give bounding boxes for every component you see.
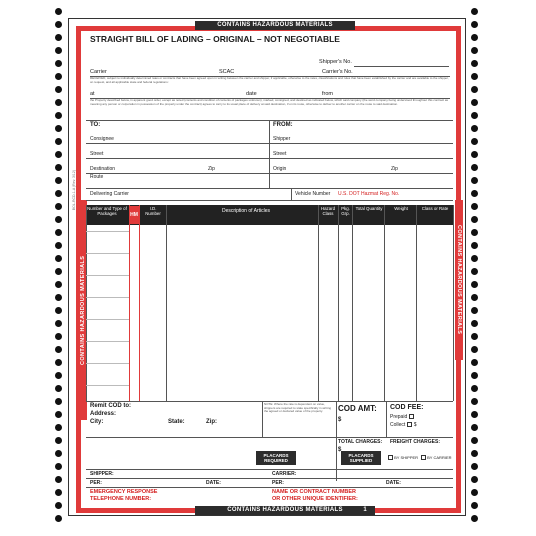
usdot-label: U.S. DOT Hazmat Reg. No.: [338, 191, 400, 197]
feed-hole: [55, 60, 62, 67]
total-charges-label: TOTAL CHARGES:: [338, 439, 383, 445]
feed-hole: [471, 372, 478, 379]
freight-charges-label: FREIGHT CHARGES:: [390, 439, 440, 445]
feed-hole: [55, 281, 62, 288]
col-total-qty: Total Quantity: [355, 206, 383, 211]
feed-hole: [471, 463, 478, 470]
street-label: Street: [90, 151, 104, 157]
carrier-label: Carrier: [90, 69, 107, 75]
feed-hole: [55, 268, 62, 275]
feed-hole: [55, 86, 62, 93]
feed-hole: [55, 372, 62, 379]
table-column-line: [86, 205, 87, 401]
table-row-line: [86, 275, 129, 276]
feed-hole: [471, 281, 478, 288]
collect-checkbox[interactable]: [407, 422, 412, 427]
feed-hole: [471, 99, 478, 106]
feed-hole: [471, 476, 478, 483]
collect-label: Collect: [390, 422, 406, 428]
table-column-line: [352, 205, 353, 401]
feed-hole: [471, 346, 478, 353]
feed-hole: [55, 164, 62, 171]
feed-hole: [471, 411, 478, 418]
table-column-line: [453, 205, 454, 401]
feed-hole: [55, 151, 62, 158]
feed-hole: [55, 229, 62, 236]
collect-option[interactable]: [390, 422, 416, 428]
feed-hole: [471, 424, 478, 431]
feed-hole: [55, 73, 62, 80]
form-title: STRAIGHT BILL OF LADING – ORIGINAL – NOT NEGOTIABLE: [90, 34, 340, 44]
feed-hole: [471, 216, 478, 223]
total-charges-dollar: $: [338, 447, 342, 453]
delivering-carrier-label: Delivering Carrier: [90, 191, 129, 197]
feed-hole: [55, 437, 62, 444]
feed-hole: [55, 190, 62, 197]
placards-supplied-box: PLACARDS SUPPLIED: [341, 451, 381, 465]
banner-bottom: [195, 506, 375, 515]
table-column-line: [338, 205, 339, 401]
by-carrier-label: BY CARRIER: [427, 455, 452, 460]
tractor-strip-left: [52, 8, 66, 528]
table-column-line: [129, 205, 130, 401]
prepaid-label: Prepaid: [390, 414, 408, 420]
address-label: Address:: [90, 411, 117, 417]
origin-label: Origin: [273, 166, 287, 172]
shipper-date-label: DATE:: [206, 480, 221, 486]
feed-hole: [471, 437, 478, 444]
table-column-line: [166, 205, 167, 401]
feed-hole: [471, 125, 478, 132]
table-row-line: [86, 253, 129, 254]
feed-hole: [55, 424, 62, 431]
feed-hole: [471, 138, 478, 145]
feed-hole: [55, 398, 62, 405]
feed-hole: [471, 21, 478, 28]
feed-hole: [471, 268, 478, 275]
feed-hole: [55, 216, 62, 223]
feed-hole: [471, 8, 478, 15]
feed-hole: [55, 99, 62, 106]
scac-label: SCAC: [219, 69, 235, 75]
shipper-signature-label: SHIPPER:: [90, 471, 114, 477]
carriers-no-label: Carrier's No.: [322, 69, 353, 75]
feed-hole: [55, 385, 62, 392]
form-body: [86, 31, 453, 506]
feed-hole: [55, 8, 62, 15]
by-shipper-option[interactable]: [386, 455, 418, 460]
cod-fee-label: COD FEE:: [390, 404, 424, 411]
banner-top: CONTAINS HAZARDOUS MATERIALS: [195, 21, 355, 30]
state-label: State:: [168, 419, 185, 425]
feed-hole: [471, 398, 478, 405]
cod-amount-dollar: $: [338, 417, 342, 423]
table-row-line: [86, 341, 129, 342]
remit-cod-label: Remit COD to:: [90, 403, 131, 409]
feed-hole: [55, 411, 62, 418]
table-row-line: [86, 297, 129, 298]
feed-hole: [55, 320, 62, 327]
feed-hole: [471, 385, 478, 392]
zip-label: Zip: [208, 166, 215, 172]
feed-hole: [55, 138, 62, 145]
col-hazard-class: Hazard Class: [320, 206, 336, 216]
unique-identifier-label: OR OTHER UNIQUE IDENTIFIER:: [272, 496, 358, 502]
feed-hole: [55, 489, 62, 496]
emergency-response-label: EMERGENCY RESPONSE: [90, 489, 158, 495]
placards-required-box: PLACARDS REQUIRED: [256, 451, 296, 465]
feed-hole: [471, 294, 478, 301]
feed-hole: [471, 255, 478, 262]
city-label: City:: [90, 419, 104, 425]
feed-hole: [471, 86, 478, 93]
feed-hole: [471, 112, 478, 119]
consignee-label: Consignee: [90, 136, 114, 142]
table-column-line: [139, 205, 140, 401]
route-label: Route: [90, 174, 104, 180]
tractor-strip-right: [468, 8, 482, 528]
feed-hole: [55, 34, 62, 41]
feed-hole: [471, 34, 478, 41]
col-num-packages: Number and Type of Packages: [87, 206, 127, 216]
by-shipper-checkbox[interactable]: [388, 455, 393, 460]
col-pkg-grp: Pkg. Grp.: [341, 206, 350, 216]
feed-hole: [55, 255, 62, 262]
page-number: 1: [363, 507, 367, 513]
side-banner-right: CONTAINS HAZARDOUS MATERIALS: [455, 200, 463, 360]
table-row-line: [86, 363, 129, 364]
feed-hole: [471, 164, 478, 171]
feed-hole: [55, 177, 62, 184]
from-label: from: [322, 91, 333, 97]
col-description: Description of Articles: [221, 208, 271, 214]
feed-hole: [471, 307, 478, 314]
feed-hole: [55, 463, 62, 470]
feed-hole: [471, 177, 478, 184]
vehicle-number-label: Vehicle Number: [295, 191, 331, 197]
from-section-label: FROM:: [273, 122, 293, 128]
feed-hole: [471, 203, 478, 210]
table-column-line: [318, 205, 319, 401]
feed-hole: [471, 73, 478, 80]
shipper-per-label: PER:: [90, 480, 102, 486]
side-banner-left: CONTAINS HAZARDOUS MATERIALS: [79, 200, 87, 420]
feed-hole: [55, 294, 62, 301]
feed-hole: [55, 359, 62, 366]
carrier-per-label: PER:: [272, 480, 284, 486]
feed-hole: [55, 333, 62, 340]
feed-hole: [55, 502, 62, 509]
date-label: date: [246, 91, 257, 97]
feed-hole: [471, 489, 478, 496]
feed-hole: [55, 307, 62, 314]
table-row-line: [86, 385, 129, 386]
telephone-number-label: TELEPHONE NUMBER:: [90, 496, 152, 502]
cod-fee-dollar: $: [413, 422, 417, 428]
feed-hole: [55, 242, 62, 249]
feed-hole: [471, 320, 478, 327]
carrier-signature-label: CARRIER:: [272, 471, 297, 477]
feed-hole: [471, 502, 478, 509]
property-terms: the Property described below, in apparent good order, except as noted (contents and condition of contents of packages unknown), marked, consigned, and destined as indicated below, which said company (the word company being understood throughout this contract as meaning any person or corporation in possession of the property under the contract) agrees to carry to its usual place of delivery at said destination, if on its route, otherwise to deliver to another carrier on the route to said destination.: [90, 99, 449, 106]
zip-label-3: Zip:: [206, 419, 217, 425]
col-class-rate: Class or Rate: [421, 206, 449, 211]
feed-hole: [55, 21, 62, 28]
feed-hole: [471, 190, 478, 197]
feed-hole: [471, 151, 478, 158]
col-weight: Weight: [394, 206, 408, 211]
col-hm: HM: [129, 206, 139, 224]
street-label-2: Street: [273, 151, 287, 157]
feed-hole: [471, 450, 478, 457]
received-terms: RECEIVED, subject to individually determined rates or contracts that have been agreed upon in writing between the carrier and shipper, if applicable, otherwise to the rates, classifications and rules that have been established by the carrier and are available to the shipper, on request, and all applicable state and federal regulations:: [90, 77, 449, 84]
feed-hole: [55, 125, 62, 132]
feed-hole: [55, 515, 62, 522]
prepaid-option[interactable]: [390, 414, 414, 420]
feed-hole: [471, 60, 478, 67]
feed-hole: [55, 476, 62, 483]
by-shipper-label: BY SHIPPER: [394, 455, 419, 460]
by-carrier-option[interactable]: [419, 455, 452, 460]
feed-hole: [471, 333, 478, 340]
feed-hole: [55, 346, 62, 353]
feed-hole: [55, 203, 62, 210]
zip-label-2: Zip: [391, 166, 398, 172]
cod-amount-label: COD AMT:: [338, 404, 377, 413]
table-column-line: [416, 205, 417, 401]
feed-hole: [55, 47, 62, 54]
col-id-number: I.D. Number: [145, 206, 161, 216]
feed-hole: [471, 359, 478, 366]
note-text: NOTE: Where the rate is dependent on value, shippers are required to state specifically in writing the agreed or declared value of the property.: [264, 403, 332, 414]
carrier-date-label: DATE:: [386, 480, 401, 486]
feed-hole: [471, 229, 478, 236]
prepaid-checkbox[interactable]: [409, 414, 414, 419]
feed-hole: [55, 450, 62, 457]
name-contract-label: NAME OR CONTRACT NUMBER: [272, 489, 357, 495]
feed-hole: [471, 242, 478, 249]
feed-hole: [55, 112, 62, 119]
table-column-line: [384, 205, 385, 401]
feed-hole: [471, 47, 478, 54]
by-carrier-checkbox[interactable]: [421, 455, 426, 460]
shippers-no-label: Shipper's No.: [319, 59, 352, 65]
form-number: BOL-RCD-1-A (Rev. 3/12): [72, 170, 76, 211]
table-row-line: [86, 319, 129, 320]
table-row-line: [86, 231, 129, 232]
at-label: at: [90, 91, 95, 97]
to-label: TO:: [90, 122, 101, 128]
banner-bottom-text: CONTAINS HAZARDOUS MATERIALS: [227, 507, 343, 513]
shipper-label: Shipper: [273, 136, 291, 142]
feed-hole: [471, 515, 478, 522]
destination-label: Destination: [90, 166, 116, 172]
